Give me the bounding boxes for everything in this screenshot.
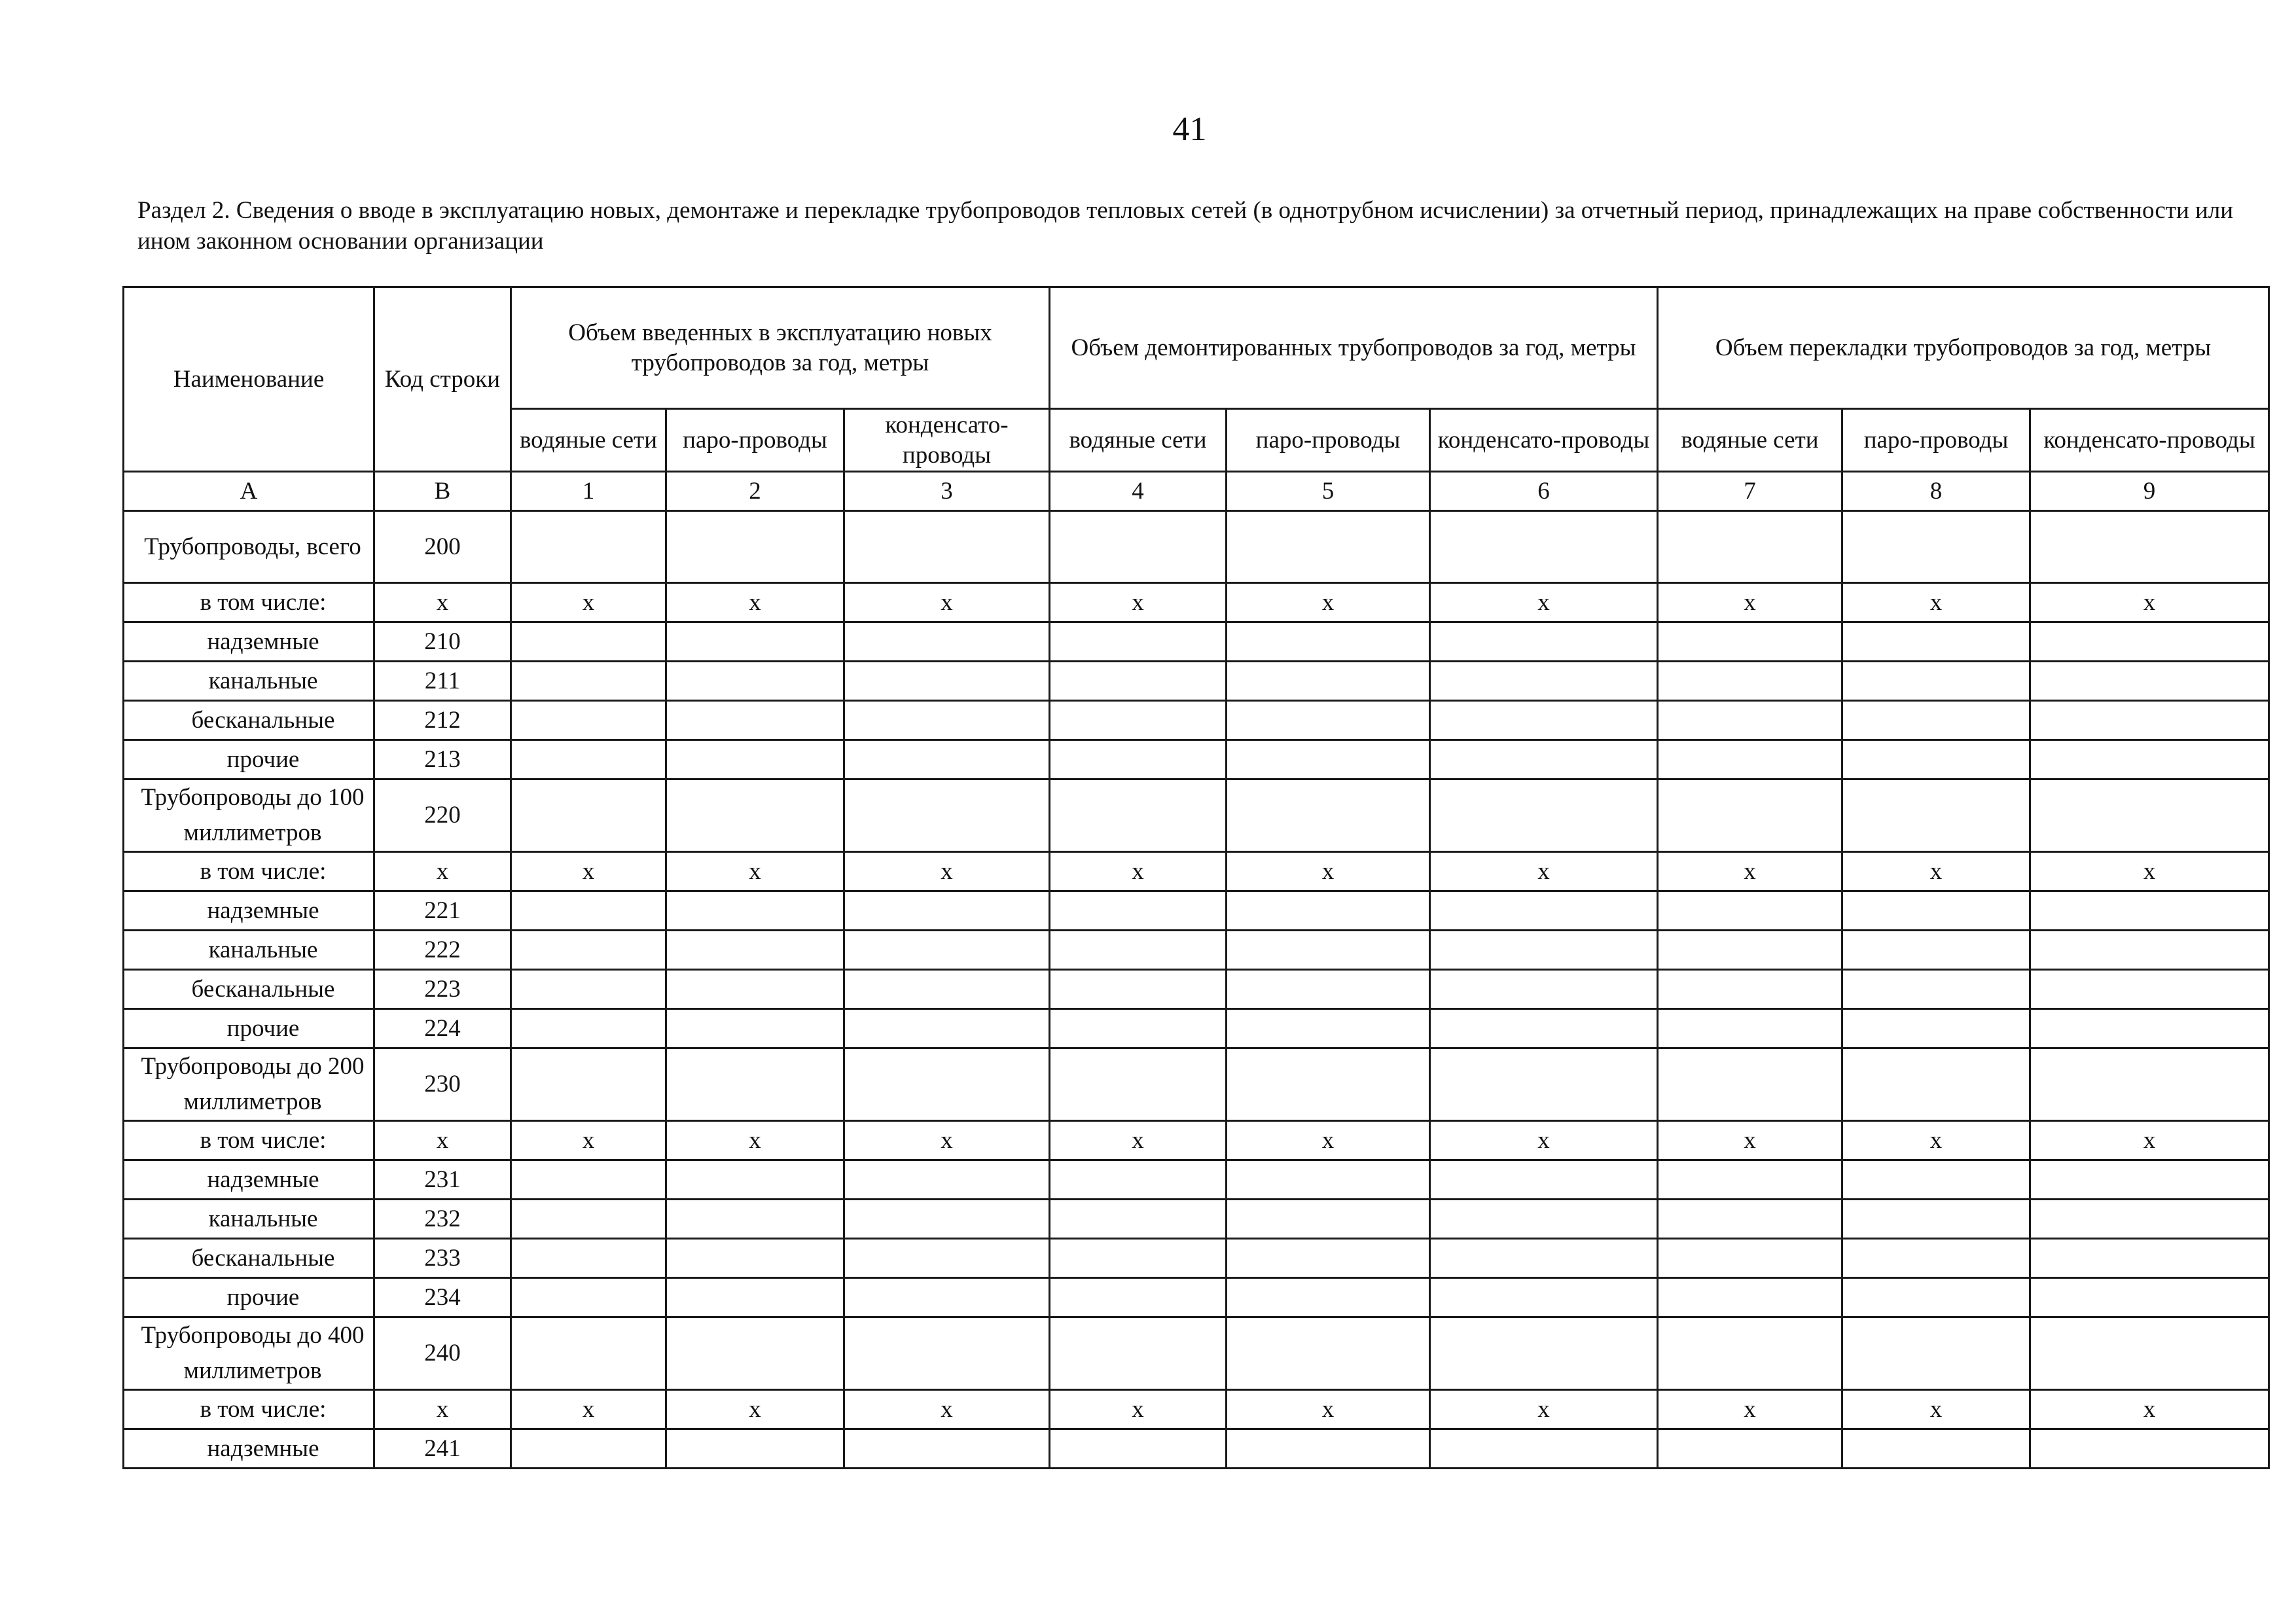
data-cell (511, 931, 666, 970)
data-cell (666, 740, 844, 779)
table-row (124, 622, 2269, 662)
column-index: 8 (1842, 472, 2030, 511)
data-cell (844, 740, 1050, 779)
data-cell (2030, 1048, 2269, 1121)
data-cell (1658, 662, 1842, 701)
data-cell (1050, 970, 1227, 1009)
row-code: х (374, 1390, 511, 1429)
data-cell (844, 1317, 1050, 1390)
data-cell (1842, 1429, 2030, 1469)
group-header-commissioned: Объем введенных в эксплуатацию новых трубопроводов за год, метры (511, 287, 1050, 409)
data-cell (666, 1429, 844, 1469)
data-cell (1227, 740, 1430, 779)
data-cell (666, 701, 844, 740)
data-cell (2030, 970, 2269, 1009)
data-cell (1842, 511, 2030, 583)
data-cell (2030, 1239, 2269, 1278)
data-cell: х (1842, 1121, 2030, 1160)
data-cell (1842, 1009, 2030, 1048)
table-body (124, 511, 2269, 1469)
subcol-header: паро-проводы (1842, 409, 2030, 472)
data-cell: х (511, 852, 666, 891)
pipelines-table (122, 286, 2270, 1469)
data-cell (1842, 779, 2030, 852)
data-cell (1658, 740, 1842, 779)
data-cell: х (844, 583, 1050, 622)
column-index: В (374, 472, 511, 511)
row-code: 200 (374, 511, 511, 583)
data-cell (844, 1429, 1050, 1469)
row-name: Трубопроводы до 200 миллиметров (124, 1048, 374, 1121)
row-code: 211 (374, 662, 511, 701)
data-cell (1658, 970, 1842, 1009)
row-code: 221 (374, 891, 511, 931)
data-cell (2030, 1160, 2269, 1200)
data-cell (1430, 701, 1658, 740)
table-row (124, 1009, 2269, 1048)
data-cell (1658, 622, 1842, 662)
row-name: прочие (124, 1009, 374, 1048)
data-cell (511, 622, 666, 662)
data-cell (1430, 740, 1658, 779)
data-cell: х (844, 1121, 1050, 1160)
col-name-header: Наименование (124, 287, 374, 472)
data-cell (511, 1160, 666, 1200)
data-cell (2030, 511, 2269, 583)
data-cell (1430, 891, 1658, 931)
table-row (124, 1317, 2269, 1390)
table-row (124, 1121, 2269, 1160)
data-cell (1050, 1009, 1227, 1048)
data-cell: х (511, 1121, 666, 1160)
data-cell (666, 1160, 844, 1200)
data-cell (1430, 1160, 1658, 1200)
data-cell: х (2030, 852, 2269, 891)
data-cell (1842, 1160, 2030, 1200)
subcol-header: водяные сети (1658, 409, 1842, 472)
row-code: 231 (374, 1160, 511, 1200)
group-header-relaid: Объем перекладки трубопроводов за год, метры (1658, 287, 2269, 409)
data-cell: х (1227, 1390, 1430, 1429)
data-cell (844, 511, 1050, 583)
data-cell (666, 1048, 844, 1121)
data-cell (2030, 1009, 2269, 1048)
row-name: надземные (124, 1429, 374, 1469)
table-row (124, 701, 2269, 740)
row-name: бесканальные (124, 701, 374, 740)
row-name: бесканальные (124, 970, 374, 1009)
row-name: в том числе: (124, 1390, 374, 1429)
data-cell (1842, 1317, 2030, 1390)
row-code: 232 (374, 1200, 511, 1239)
data-cell (844, 779, 1050, 852)
data-cell (1050, 1317, 1227, 1390)
data-cell (1050, 1200, 1227, 1239)
section-title: Раздел 2. Сведения о вводе в эксплуатацию новых, демонтаже и перекладке трубопроводов тепловых сетей (в однотрубном исчислении) за отчетный период, принадлежащих на праве собственности или ином законном основании организации (137, 197, 2234, 255)
table-row (124, 1239, 2269, 1278)
data-cell (511, 701, 666, 740)
table-row (124, 1278, 2269, 1317)
data-cell (1227, 1160, 1430, 1200)
data-cell (844, 701, 1050, 740)
data-cell: х (666, 1121, 844, 1160)
data-cell (2030, 622, 2269, 662)
table-header-row (124, 287, 2269, 409)
data-cell (844, 931, 1050, 970)
data-cell (666, 931, 844, 970)
column-index: 1 (511, 472, 666, 511)
data-cell (1050, 779, 1227, 852)
data-cell: х (511, 583, 666, 622)
data-cell (511, 1278, 666, 1317)
data-cell (1227, 1048, 1430, 1121)
data-cell (1227, 622, 1430, 662)
data-cell (1842, 1048, 2030, 1121)
data-cell (2030, 1429, 2269, 1469)
row-code: 222 (374, 931, 511, 970)
data-cell (844, 1200, 1050, 1239)
table-row (124, 970, 2269, 1009)
row-name: бесканальные (124, 1239, 374, 1278)
data-cell: х (1658, 1121, 1842, 1160)
data-cell (1658, 1200, 1842, 1239)
data-cell (1658, 1009, 1842, 1048)
data-cell (844, 1009, 1050, 1048)
row-name: Трубопроводы, всего (124, 511, 374, 583)
data-cell (1658, 779, 1842, 852)
data-cell (1842, 1239, 2030, 1278)
data-cell (1050, 1160, 1227, 1200)
data-cell (1430, 662, 1658, 701)
data-cell (844, 1239, 1050, 1278)
data-cell (1842, 662, 2030, 701)
data-cell (511, 779, 666, 852)
data-cell: х (1842, 1390, 2030, 1429)
data-cell (1658, 891, 1842, 931)
data-cell: х (1430, 852, 1658, 891)
data-cell (1227, 891, 1430, 931)
row-code: х (374, 852, 511, 891)
data-cell (666, 1009, 844, 1048)
row-code: 223 (374, 970, 511, 1009)
data-cell (1227, 1009, 1430, 1048)
data-cell (1050, 1239, 1227, 1278)
subcol-header: паро-проводы (666, 409, 844, 472)
data-cell: х (844, 1390, 1050, 1429)
data-cell (1430, 1200, 1658, 1239)
data-cell (666, 622, 844, 662)
data-cell (1227, 511, 1430, 583)
data-cell (1842, 701, 2030, 740)
data-cell (1430, 1009, 1658, 1048)
data-cell (2030, 662, 2269, 701)
column-index: 3 (844, 472, 1050, 511)
data-cell (511, 970, 666, 1009)
data-cell (666, 779, 844, 852)
data-cell (844, 891, 1050, 931)
data-cell (1658, 1048, 1842, 1121)
data-cell: х (1227, 1121, 1430, 1160)
row-name: в том числе: (124, 583, 374, 622)
data-cell (1430, 779, 1658, 852)
row-code: 233 (374, 1239, 511, 1278)
data-cell (1658, 1317, 1842, 1390)
data-cell (511, 511, 666, 583)
row-name: канальные (124, 662, 374, 701)
data-cell (2030, 891, 2269, 931)
row-code: 212 (374, 701, 511, 740)
data-cell (1050, 511, 1227, 583)
data-cell (1842, 970, 2030, 1009)
data-cell (511, 740, 666, 779)
subcol-header: паро-проводы (1227, 409, 1430, 472)
data-cell: х (1050, 1121, 1227, 1160)
data-cell: х (2030, 1121, 2269, 1160)
data-cell (1430, 931, 1658, 970)
table-row (124, 1200, 2269, 1239)
data-cell (2030, 740, 2269, 779)
subcol-header: водяные сети (1050, 409, 1227, 472)
table-row (124, 779, 2269, 852)
data-cell (2030, 779, 2269, 852)
data-cell: х (1227, 852, 1430, 891)
data-cell (1050, 622, 1227, 662)
data-cell: х (511, 1390, 666, 1429)
row-name: канальные (124, 1200, 374, 1239)
data-cell (1658, 1239, 1842, 1278)
data-cell (511, 1317, 666, 1390)
data-cell (2030, 1317, 2269, 1390)
data-cell (1430, 1278, 1658, 1317)
data-cell: х (1658, 583, 1842, 622)
data-cell: х (666, 1390, 844, 1429)
row-name: Трубопроводы до 400 миллиметров (124, 1317, 374, 1390)
data-cell (1227, 931, 1430, 970)
row-code: х (374, 1121, 511, 1160)
data-cell (1842, 740, 2030, 779)
data-cell: х (2030, 583, 2269, 622)
data-cell (1842, 891, 2030, 931)
data-cell: х (1658, 1390, 1842, 1429)
row-code: 230 (374, 1048, 511, 1121)
data-cell: х (1842, 583, 2030, 622)
data-cell (511, 891, 666, 931)
data-cell (1430, 511, 1658, 583)
data-cell (844, 1160, 1050, 1200)
page-number: 41 (1172, 111, 1207, 148)
data-cell (1050, 931, 1227, 970)
table-row (124, 511, 2269, 583)
data-cell (1227, 662, 1430, 701)
data-cell (1050, 1048, 1227, 1121)
data-cell (1658, 701, 1842, 740)
data-cell (844, 1278, 1050, 1317)
data-cell: х (2030, 1390, 2269, 1429)
data-cell (1658, 1278, 1842, 1317)
col-code-header: Код строки (374, 287, 511, 472)
data-cell (1227, 1429, 1430, 1469)
data-cell: х (666, 852, 844, 891)
data-cell (1842, 931, 2030, 970)
data-cell (1430, 1317, 1658, 1390)
data-cell (1842, 622, 2030, 662)
data-cell (2030, 1200, 2269, 1239)
data-cell (511, 1239, 666, 1278)
data-cell (511, 1009, 666, 1048)
row-name: канальные (124, 931, 374, 970)
data-cell (666, 511, 844, 583)
data-cell (1658, 1160, 1842, 1200)
data-cell (1050, 662, 1227, 701)
subcol-header: водяные сети (511, 409, 666, 472)
row-name: в том числе: (124, 852, 374, 891)
row-name: прочие (124, 740, 374, 779)
group-header-dismantled: Объем демонтированных трубопроводов за год, метры (1050, 287, 1658, 409)
data-cell (1227, 970, 1430, 1009)
row-code: 240 (374, 1317, 511, 1390)
table-row (124, 1160, 2269, 1200)
data-cell: х (1227, 583, 1430, 622)
data-cell (2030, 701, 2269, 740)
row-name: прочие (124, 1278, 374, 1317)
data-cell (2030, 1278, 2269, 1317)
data-cell (666, 970, 844, 1009)
row-code: 241 (374, 1429, 511, 1469)
row-name: Трубопроводы до 100 миллиметров (124, 779, 374, 852)
data-cell (511, 1048, 666, 1121)
data-cell (1430, 1429, 1658, 1469)
data-cell (666, 1317, 844, 1390)
column-index: 4 (1050, 472, 1227, 511)
table-row (124, 891, 2269, 931)
data-cell (666, 1200, 844, 1239)
data-cell (1658, 1429, 1842, 1469)
subcol-header: конденсато-проводы (1430, 409, 1658, 472)
data-cell (511, 662, 666, 701)
row-code: х (374, 583, 511, 622)
data-cell: х (666, 583, 844, 622)
column-index: 9 (2030, 472, 2269, 511)
row-name: надземные (124, 891, 374, 931)
data-cell (1430, 970, 1658, 1009)
data-cell (1050, 1278, 1227, 1317)
data-cell (844, 970, 1050, 1009)
row-code: 220 (374, 779, 511, 852)
data-cell (1227, 1278, 1430, 1317)
data-cell: х (1430, 1121, 1658, 1160)
data-cell (1430, 1048, 1658, 1121)
data-cell (1050, 891, 1227, 931)
column-index: А (124, 472, 374, 511)
data-cell: х (1658, 852, 1842, 891)
data-cell (666, 662, 844, 701)
data-cell: х (1842, 852, 2030, 891)
data-cell (511, 1200, 666, 1239)
data-cell: х (844, 852, 1050, 891)
data-cell (844, 662, 1050, 701)
table-row (124, 852, 2269, 891)
data-cell (1050, 1429, 1227, 1469)
row-code: 224 (374, 1009, 511, 1048)
row-code: 210 (374, 622, 511, 662)
column-index-row (124, 472, 2269, 511)
data-cell (666, 891, 844, 931)
data-cell (1842, 1278, 2030, 1317)
data-cell (666, 1239, 844, 1278)
table-row (124, 931, 2269, 970)
data-cell (1227, 1317, 1430, 1390)
data-cell (2030, 931, 2269, 970)
column-index: 2 (666, 472, 844, 511)
subcol-header: конденсато-проводы (2030, 409, 2269, 472)
column-index: 6 (1430, 472, 1658, 511)
table-row (124, 662, 2269, 701)
data-cell: х (1430, 583, 1658, 622)
data-cell (511, 1429, 666, 1469)
data-cell: х (1050, 1390, 1227, 1429)
data-cell: х (1050, 583, 1227, 622)
row-code: 234 (374, 1278, 511, 1317)
data-cell (1227, 701, 1430, 740)
table-row (124, 1429, 2269, 1469)
data-cell (1227, 779, 1430, 852)
data-cell (1050, 740, 1227, 779)
row-name: надземные (124, 1160, 374, 1200)
data-cell (1430, 622, 1658, 662)
data-cell (1227, 1239, 1430, 1278)
data-cell: х (1430, 1390, 1658, 1429)
row-name: в том числе: (124, 1121, 374, 1160)
data-cell (666, 1278, 844, 1317)
table-row (124, 583, 2269, 622)
data-cell (1227, 1200, 1430, 1239)
data-cell (844, 1048, 1050, 1121)
subcol-header: конденсато-проводы (844, 409, 1050, 472)
table-row (124, 1390, 2269, 1429)
row-code: 213 (374, 740, 511, 779)
table-row (124, 740, 2269, 779)
column-index: 7 (1658, 472, 1842, 511)
data-cell (844, 622, 1050, 662)
data-cell (1050, 701, 1227, 740)
column-index: 5 (1227, 472, 1430, 511)
data-cell (1430, 1239, 1658, 1278)
data-cell (1658, 931, 1842, 970)
data-cell (1842, 1200, 2030, 1239)
data-cell (1658, 511, 1842, 583)
row-name: надземные (124, 622, 374, 662)
table-row (124, 1048, 2269, 1121)
data-cell: х (1050, 852, 1227, 891)
